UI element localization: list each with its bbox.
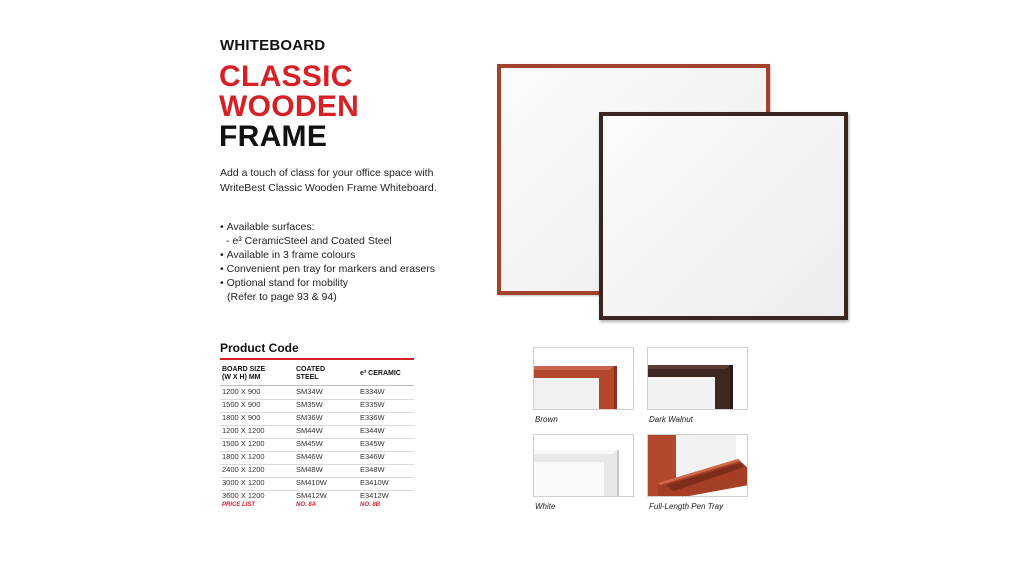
title-line-3: FRAME [219,120,328,153]
white-frame-swatch [533,434,634,497]
feature-item: • Convenient pen tray for markers and erasers [220,262,435,276]
cell-ceramic: E3410W [360,478,389,487]
brown-frame-swatch [533,347,634,410]
cell-coated: SM44W [296,426,323,435]
feature-subitem: - e³ CeramicSteel and Coated Steel [226,235,392,247]
footer-ceramic-no: NO. 8B [360,502,381,508]
board-surface [603,116,844,316]
header-ceramic: e³ CERAMIC [360,370,401,377]
cell-ceramic: E335W [360,400,385,409]
cell-size: 1500 X 900 [222,400,261,409]
cell-coated: SM45W [296,439,323,448]
header-coated-line-2: STEEL [296,374,319,381]
category-kicker: WHITEBOARD [220,37,326,54]
feature-item: • Available surfaces: [220,220,435,234]
heading-rule [220,358,414,360]
cell-size: 1800 X 900 [222,413,261,422]
cell-ceramic: E348W [360,465,385,474]
header-size-line-2: (W X H) MM [222,374,261,381]
product-code-heading: Product Code [220,341,299,355]
cell-ceramic: E336W [360,413,385,422]
header-rule [220,385,414,386]
header-size-line-1: BOARD SIZE [222,366,266,373]
title-line-2: WOODEN [219,90,360,123]
cell-coated: SM36W [296,413,323,422]
walnut-caption: Dark Walnut [649,415,693,424]
cell-size: 2400 X 1200 [222,465,265,474]
brown-corner-icon [534,348,634,410]
cell-coated: SM48W [296,465,323,474]
intro-line-1: Add a touch of class for your office space with [220,167,434,179]
feature-item: • Available in 3 frame colours [220,248,435,262]
cell-coated: SM410W [296,478,327,487]
cell-ceramic: E345W [360,439,385,448]
cell-size: 1200 X 1200 [222,426,265,435]
white-corner-icon [534,435,634,497]
cell-ceramic: E334W [360,387,385,396]
footer-coated-no: NO. 8A [296,502,317,508]
cell-coated: SM35W [296,400,323,409]
white-caption: White [535,502,556,511]
header-board-size [222,366,265,382]
cell-size: 1200 X 900 [222,387,261,396]
cell-ceramic: E3412W [360,491,389,500]
pen-tray-icon [648,435,748,497]
cell-coated: SM412W [296,491,327,500]
feature-note: (Refer to page 93 & 94) [227,291,337,303]
feature-item: • Optional stand for mobility [220,276,435,290]
feature-list [220,220,435,304]
walnut-frame-board-image [599,112,848,320]
pen-tray-caption: Full-Length Pen Tray [649,502,724,511]
cell-size: 3600 X 1200 [222,491,265,500]
walnut-corner-icon [648,348,748,410]
cell-size: 3000 X 1200 [222,478,265,487]
header-coated-steel [296,366,325,382]
walnut-frame-swatch [647,347,748,410]
cell-size: 1800 X 1200 [222,452,265,461]
intro-text [220,166,460,196]
header-coated-line-1: COATED [296,366,326,373]
cell-size: 1500 X 1200 [222,439,265,448]
footer-price-list: PRICE LIST [222,502,256,508]
pen-tray-swatch [647,434,748,497]
cell-ceramic: E346W [360,452,385,461]
title-line-1: CLASSIC [219,60,353,93]
cell-ceramic: E344W [360,426,385,435]
intro-line-2: WriteBest Classic Wooden Frame Whiteboard. [220,182,437,194]
brown-caption: Brown [535,415,558,424]
cell-coated: SM46W [296,452,323,461]
cell-coated: SM34W [296,387,323,396]
